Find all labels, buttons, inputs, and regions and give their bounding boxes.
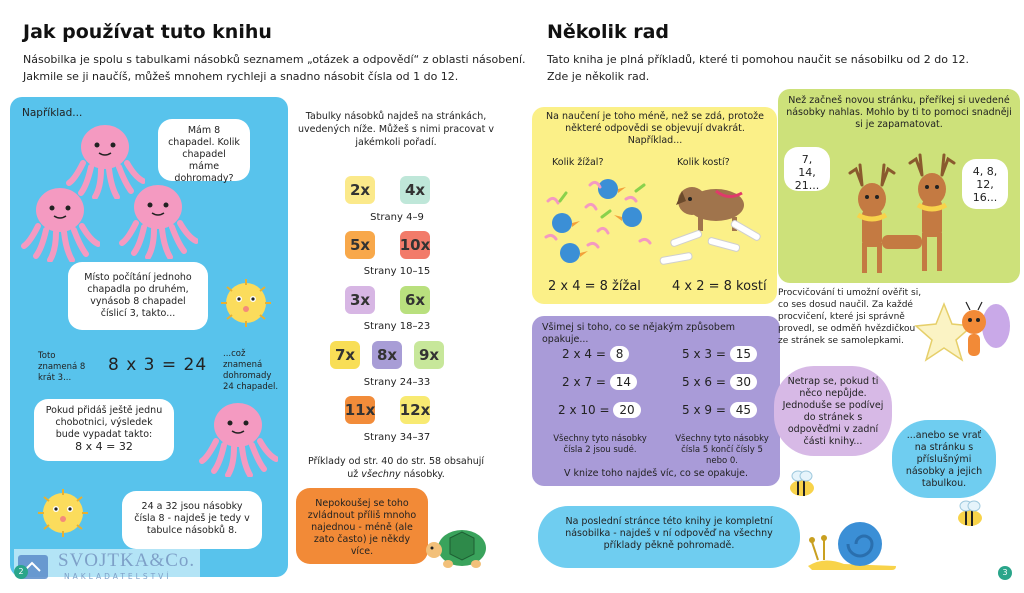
right-intro-line-1: Tato kniha je plná příkladů, které ti pomohou naučit se násobilku od 2 do 12.	[547, 53, 969, 66]
pattern-note-five: Všechny tyto násobky čísla 5 končí čísly 5 nebo 0.	[675, 434, 769, 466]
left-intro-line-2: Jakmile se ji naučíš, můžeš mnohem rychleji a snadno násobit čísla od 1 do 12.	[23, 70, 459, 83]
publisher-name: SVOJTKA&Co.	[58, 550, 196, 571]
octopus-illustration	[20, 182, 100, 262]
bee-icon	[782, 466, 822, 502]
table-tile: 9x	[414, 341, 444, 369]
examples-note-suffix: násobky.	[400, 469, 445, 480]
table-tile: 5x	[345, 231, 375, 259]
speech-bubble-counting: Místo počítání jednoho chapadla po druhém, vynásob 8 chapadel číslicí 3, takto...	[68, 262, 208, 330]
left-page-title: Jak používat tuto knihu	[23, 21, 272, 43]
table-tile: 11x	[345, 396, 375, 424]
star-sticker-illustration	[914, 296, 1014, 376]
pattern-question: 2 x 10 =	[558, 403, 610, 417]
table-tile: 2x	[345, 176, 375, 204]
patterns-panel	[532, 316, 780, 486]
octopus-illustration	[198, 397, 278, 477]
speech-bubble-add-text: Pokud přidáš ještě jednu chobotnici, výsledek bude vypadat takto:	[45, 405, 163, 440]
note-right: ...což znamená dohromady 24 chapadel.	[223, 349, 279, 392]
table-pages: Strany 18–23	[363, 321, 431, 332]
pattern-question: 5 x 9 =	[682, 403, 726, 417]
pattern-row	[562, 346, 629, 362]
pattern-question: 2 x 4 =	[562, 347, 606, 361]
equation-bones: 4 x 2 = 8 kostí	[672, 279, 767, 294]
table-tile: 7x	[330, 341, 360, 369]
example-panel	[10, 97, 288, 577]
repeated-answers-panel	[532, 107, 777, 304]
table-tile: 8x	[372, 341, 402, 369]
right-intro-line-2: Zde je několik rad.	[547, 70, 650, 83]
table-tile: 6x	[400, 286, 430, 314]
pufferfish-icon	[215, 275, 277, 331]
speech-bubble-tentacles: Mám 8 chapadel. Kolik chapadel máme dohromady?	[158, 119, 250, 181]
tortoise-speech-bubble: Nepokoušej se toho zvládnout příliš mnoho najednou - méně (ale zato často) je někdy více.	[296, 488, 428, 564]
birds-with-worms-illustration	[540, 171, 658, 269]
pattern-row	[682, 346, 757, 362]
dog-with-bones-illustration	[652, 171, 772, 271]
pattern-row	[682, 402, 757, 418]
publisher-subtitle: NAKLADATELSTVÍ	[64, 572, 172, 581]
table-pages: Strany 34–37	[363, 432, 431, 443]
patterns-footer: V knize toho najdeš víc, co se opakuje.	[563, 468, 749, 479]
pattern-answer: 30	[730, 374, 757, 390]
table-pages: Strany 4–9	[370, 212, 424, 223]
dont-worry-bubble: Netrap se, pokud ti něco nepůjde. Jednoduše se podívej do stránek s odpověďmi v zadní části knihy...	[774, 366, 892, 456]
pattern-question: 5 x 3 =	[682, 347, 726, 361]
pattern-answer: 20	[613, 402, 640, 418]
patterns-intro: Všimej si toho, co se nějakým způsobem opakuje...	[542, 322, 736, 345]
example-heading: Například...	[22, 107, 83, 119]
table-tile: 4x	[400, 176, 430, 204]
pattern-answer: 15	[730, 346, 757, 362]
publisher-logo	[14, 549, 200, 585]
deer-bubble-fours: 4, 8, 12, 16...	[962, 159, 1008, 209]
examples-note-prefix: už	[347, 469, 362, 480]
pattern-answer: 14	[610, 374, 637, 390]
left-intro-line-1: Násobilka je spolu s tabulkami násobků seznamem „otázek a odpovědí“ z oblasti násobení.	[23, 53, 526, 66]
page-number: 3	[998, 566, 1012, 580]
label-worms: Kolik žížal?	[552, 157, 604, 168]
equation-worms: 2 x 4 = 8 žížal	[548, 279, 641, 294]
speech-bubble-add-equation: 8 x 4 = 32	[75, 440, 133, 453]
speech-bubble-multiples: 24 a 32 jsou násobky čísla 8 - najdeš je tedy v tabulce násobků 8.	[122, 491, 262, 549]
note-left: Toto znamená 8 krát 3...	[38, 351, 86, 383]
multiplication-equation: 8 x 3 = 24	[108, 355, 208, 375]
table-pages: Strany 24–33	[363, 377, 431, 388]
page-number: 2	[14, 565, 28, 579]
pattern-question: 2 x 7 =	[562, 375, 606, 389]
pattern-question: 5 x 6 =	[682, 375, 726, 389]
last-page-bubble: Na poslední stránce této knihy je kompletní násobilka - najdeš v ní odpověď na všechny příklady pěkně pohromadě.	[538, 506, 800, 568]
pattern-answer: 45	[730, 402, 757, 418]
examples-note-line-1: Příklady od str. 40 do str. 58 obsahují	[307, 456, 485, 467]
pattern-row	[558, 402, 641, 418]
go-back-bubble: ...anebo se vrať na stránku s příslušnými násobky a jejich tabulkou.	[892, 420, 996, 498]
pattern-note-even: Všechny tyto násobky čísla 2 jsou sudé.	[553, 434, 647, 455]
snail-icon	[804, 512, 900, 572]
table-tile: 3x	[345, 286, 375, 314]
examples-note	[290, 455, 502, 481]
right-page-title: Několik rad	[547, 21, 670, 43]
table-pages: Strany 10–15	[363, 266, 431, 277]
right-page	[512, 0, 1024, 593]
pattern-row	[562, 374, 637, 390]
table-tile: 10x	[400, 231, 430, 259]
say-aloud-panel	[778, 89, 1020, 283]
octopus-illustration	[118, 179, 198, 259]
label-bones: Kolik kostí?	[677, 157, 730, 168]
speech-bubble-add	[34, 399, 174, 461]
deer-illustration	[832, 139, 972, 279]
tables-intro: Tabulky násobků najdeš na stránkách, uvedených níže. Můžeš s nimi pracovat v jakémkoli pořadí.	[298, 111, 494, 148]
repeated-answers-text: Na naučení je toho méně, než se zdá, protože některé odpovědi se objevují dvakrát. Například...	[546, 111, 764, 146]
pattern-answer: 8	[610, 346, 630, 362]
pufferfish-icon	[32, 485, 94, 541]
deer-bubble-sevens: 7, 14, 21...	[784, 147, 830, 191]
say-aloud-text: Než začneš novou stránku, přeříkej si uvedené násobky nahlas. Mohlo by ti to pomoci snadněji si je zapamatovat.	[786, 95, 1012, 130]
table-tile: 12x	[400, 396, 430, 424]
examples-note-emphasis: všechny	[361, 469, 401, 480]
pattern-row	[682, 374, 757, 390]
tortoise-icon	[422, 520, 494, 570]
practice-text: Procvičování ti umožní ověřit si, co ses dosud naučil. Za každé procvičení, které jsi správně provedl, se odměň hvězdičkou ze stránek se samolepkami.	[778, 288, 922, 346]
bee-icon	[950, 496, 990, 532]
